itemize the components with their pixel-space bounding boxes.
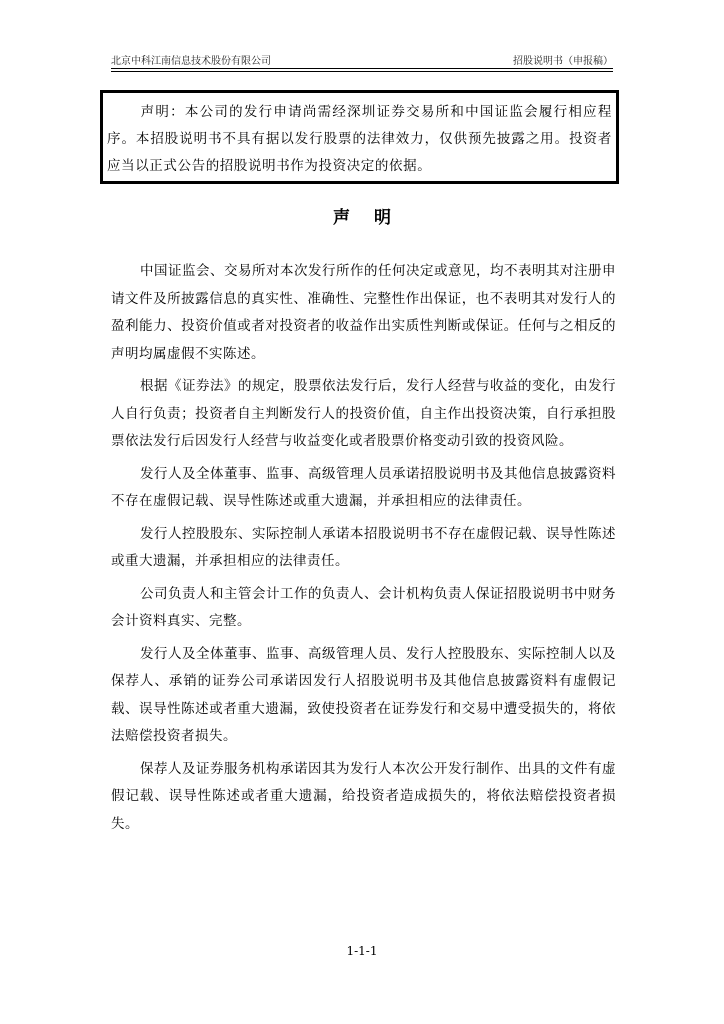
paragraph: 保荐人及证券服务机构承诺因其为发行人本次公开发行制作、出具的文件有虚假记载、误导性陈述或者重大遗漏，给投资者造成损失的，将依法赔偿投资者损失。 — [111, 760, 616, 832]
paragraph: 发行人控股股东、实际控制人承诺本招股说明书不存在虚假记载、误导性陈述或重大遗漏，并承担相应的法律责任。 — [111, 525, 616, 569]
paragraph: 发行人及全体董事、监事、高级管理人员、发行人控股股东、实际控制人以及保荐人、承销的证券公司承诺因发行人招股说明书及其他信息披露资料有虚假记载、误导性陈述或者重大遗漏，致使投资者在证券发行和交易中遭受损失的，将依法赔偿投资者损失。 — [111, 645, 616, 744]
header-company: 北京中科江南信息技术股份有限公司 — [111, 56, 271, 67]
header-doc-title: 招股说明书（申报稿） — [513, 56, 613, 67]
header-divider — [111, 71, 613, 72]
section-title: 声明 — [333, 208, 415, 228]
paragraph: 中国证监会、交易所对本次发行所作的任何决定或意见，均不表明其对注册申请文件及所披露信息的真实性、准确性、完整性作出保证，也不表明其对发行人的盈利能力、投资价值或者对投资者的收益作出实质性判断或保证。任何与之相反的声明均属虚假不实陈述。 — [111, 263, 616, 362]
notice-box — [100, 90, 619, 184]
paragraph: 根据《证券法》的规定，股票依法发行后，发行人经营与收益的变化，由发行人自行负责；投资者自主判断发行人的投资价值，自主作出投资决策，自行承担股票依法发行后因发行人经营与收益变化或者股票价格变动引致的投资风险。 — [111, 378, 616, 449]
page-header — [111, 50, 613, 69]
declaration-body — [111, 258, 616, 843]
paragraph: 公司负责人和主管会计工作的负责人、会计机构负责人保证招股说明书中财务会计资料真实、完整。 — [111, 585, 616, 629]
page-number: 1-1-1 — [346, 944, 378, 958]
notice-text: 声明：本公司的发行申请尚需经深圳证券交易所和中国证监会履行相应程序。本招股说明书不具有据以发行股票的法律效力，仅供预先披露之用。投资者应当以正式公告的招股说明书作为投资决定的依据。 — [107, 104, 612, 174]
paragraph: 发行人及全体董事、监事、高级管理人员承诺招股说明书及其他信息披露资料不存在虚假记载、误导性陈述或重大遗漏，并承担相应的法律责任。 — [111, 465, 616, 509]
